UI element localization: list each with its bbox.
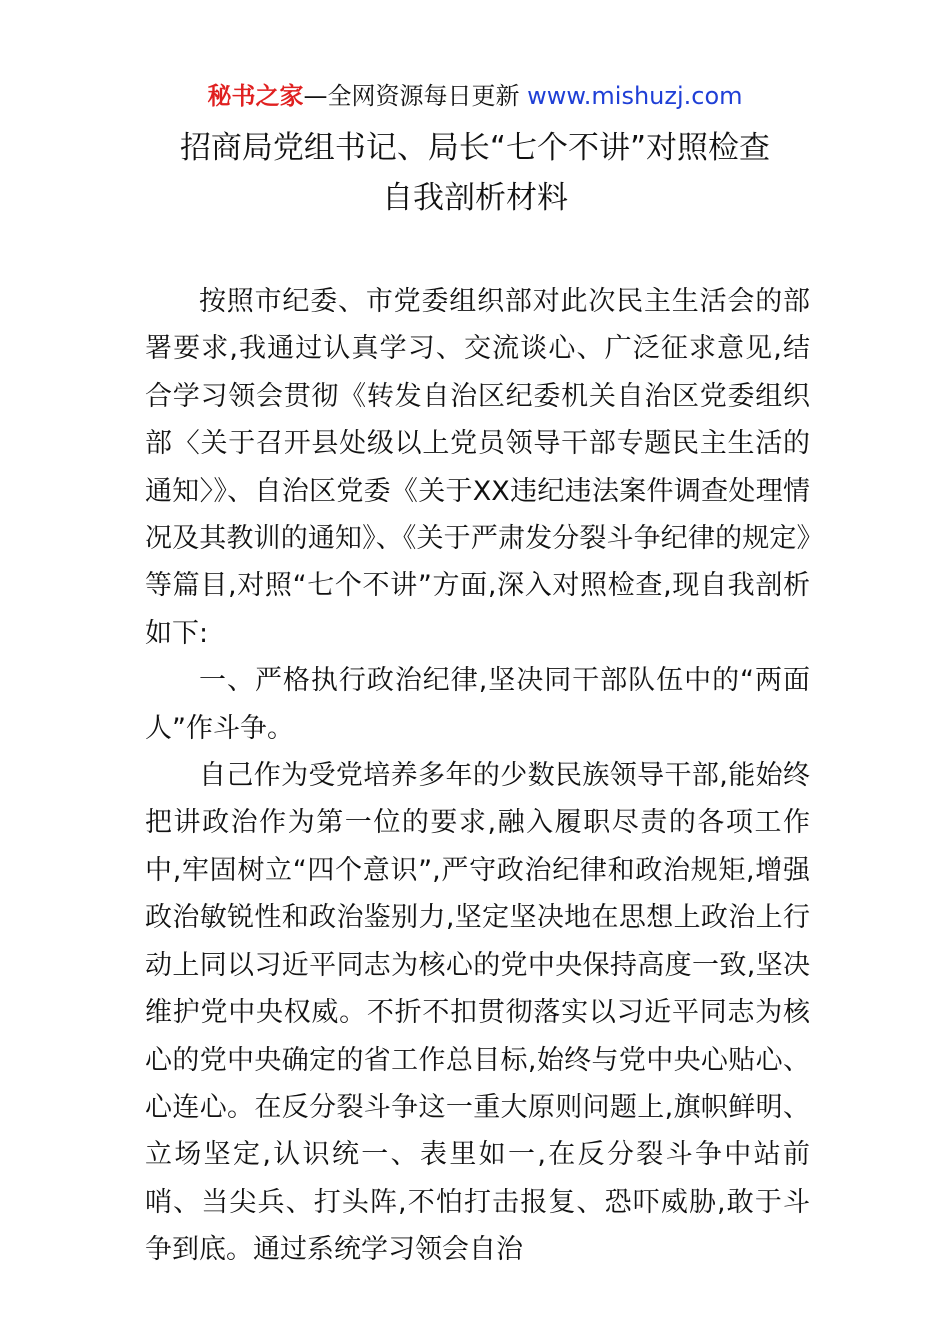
document-title-line-2: 自我剖析材料: [382, 180, 568, 216]
paragraph-intro: 按照市纪委、市党委组织部对此次民主生活会的部署要求,我通过认真学习、交流谈心、广泛征求意见,结合学习领会贯彻《转发自治区纪委机关自治区党委组织部〈关于召开县处级以上党员领导干部专题民主生活的通知〉》、自治区党委《关于XX违纪违法案件调查处理情况及其教训的通知》、《关于严肃发分裂斗争纪律的规定》等篇目,对照“七个不讲”方面,深入对照检查,现自我剖析如下:: [145, 286, 810, 649]
site-header: [0, 80, 950, 112]
site-tagline: —全网资源每日更新: [303, 82, 528, 110]
document-body: [145, 278, 810, 1274]
site-brand: 秘书之家: [207, 82, 304, 110]
site-url-link[interactable]: www.mishuzj.com: [527, 82, 743, 110]
paragraph-body: 自己作为受党培养多年的少数民族领导干部,能始终把讲政治作为第一位的要求,融入履职尽责的各项工作中,牢固树立“四个意识”,严守政治纪律和政治规矩,增强政治敏锐性和政治鉴别力,坚定坚决地在思想上政治上行动上同以习近平同志为核心的党中央保持高度一致,坚决维护党中央权威。不折不扣贯彻落实以习近平同志为核心的党中央确定的省工作总目标,始终与党中央心贴心、心连心。在反分裂斗争这一重大原则问题上,旗帜鲜明、立场坚定,认识统一、表里如一,在反分裂斗争中站前哨、当尖兵、打头阵,不怕打击报复、恐吓威胁,敢于斗争到底。通过系统学习领会自治: [145, 760, 810, 1266]
paragraph-section-heading: 一、严格执行政治纪律,坚决同干部队伍中的“两面人”作斗争。: [145, 665, 810, 744]
document-title-line-1: 招商局党组书记、局长“七个不讲”对照检查: [179, 130, 771, 166]
